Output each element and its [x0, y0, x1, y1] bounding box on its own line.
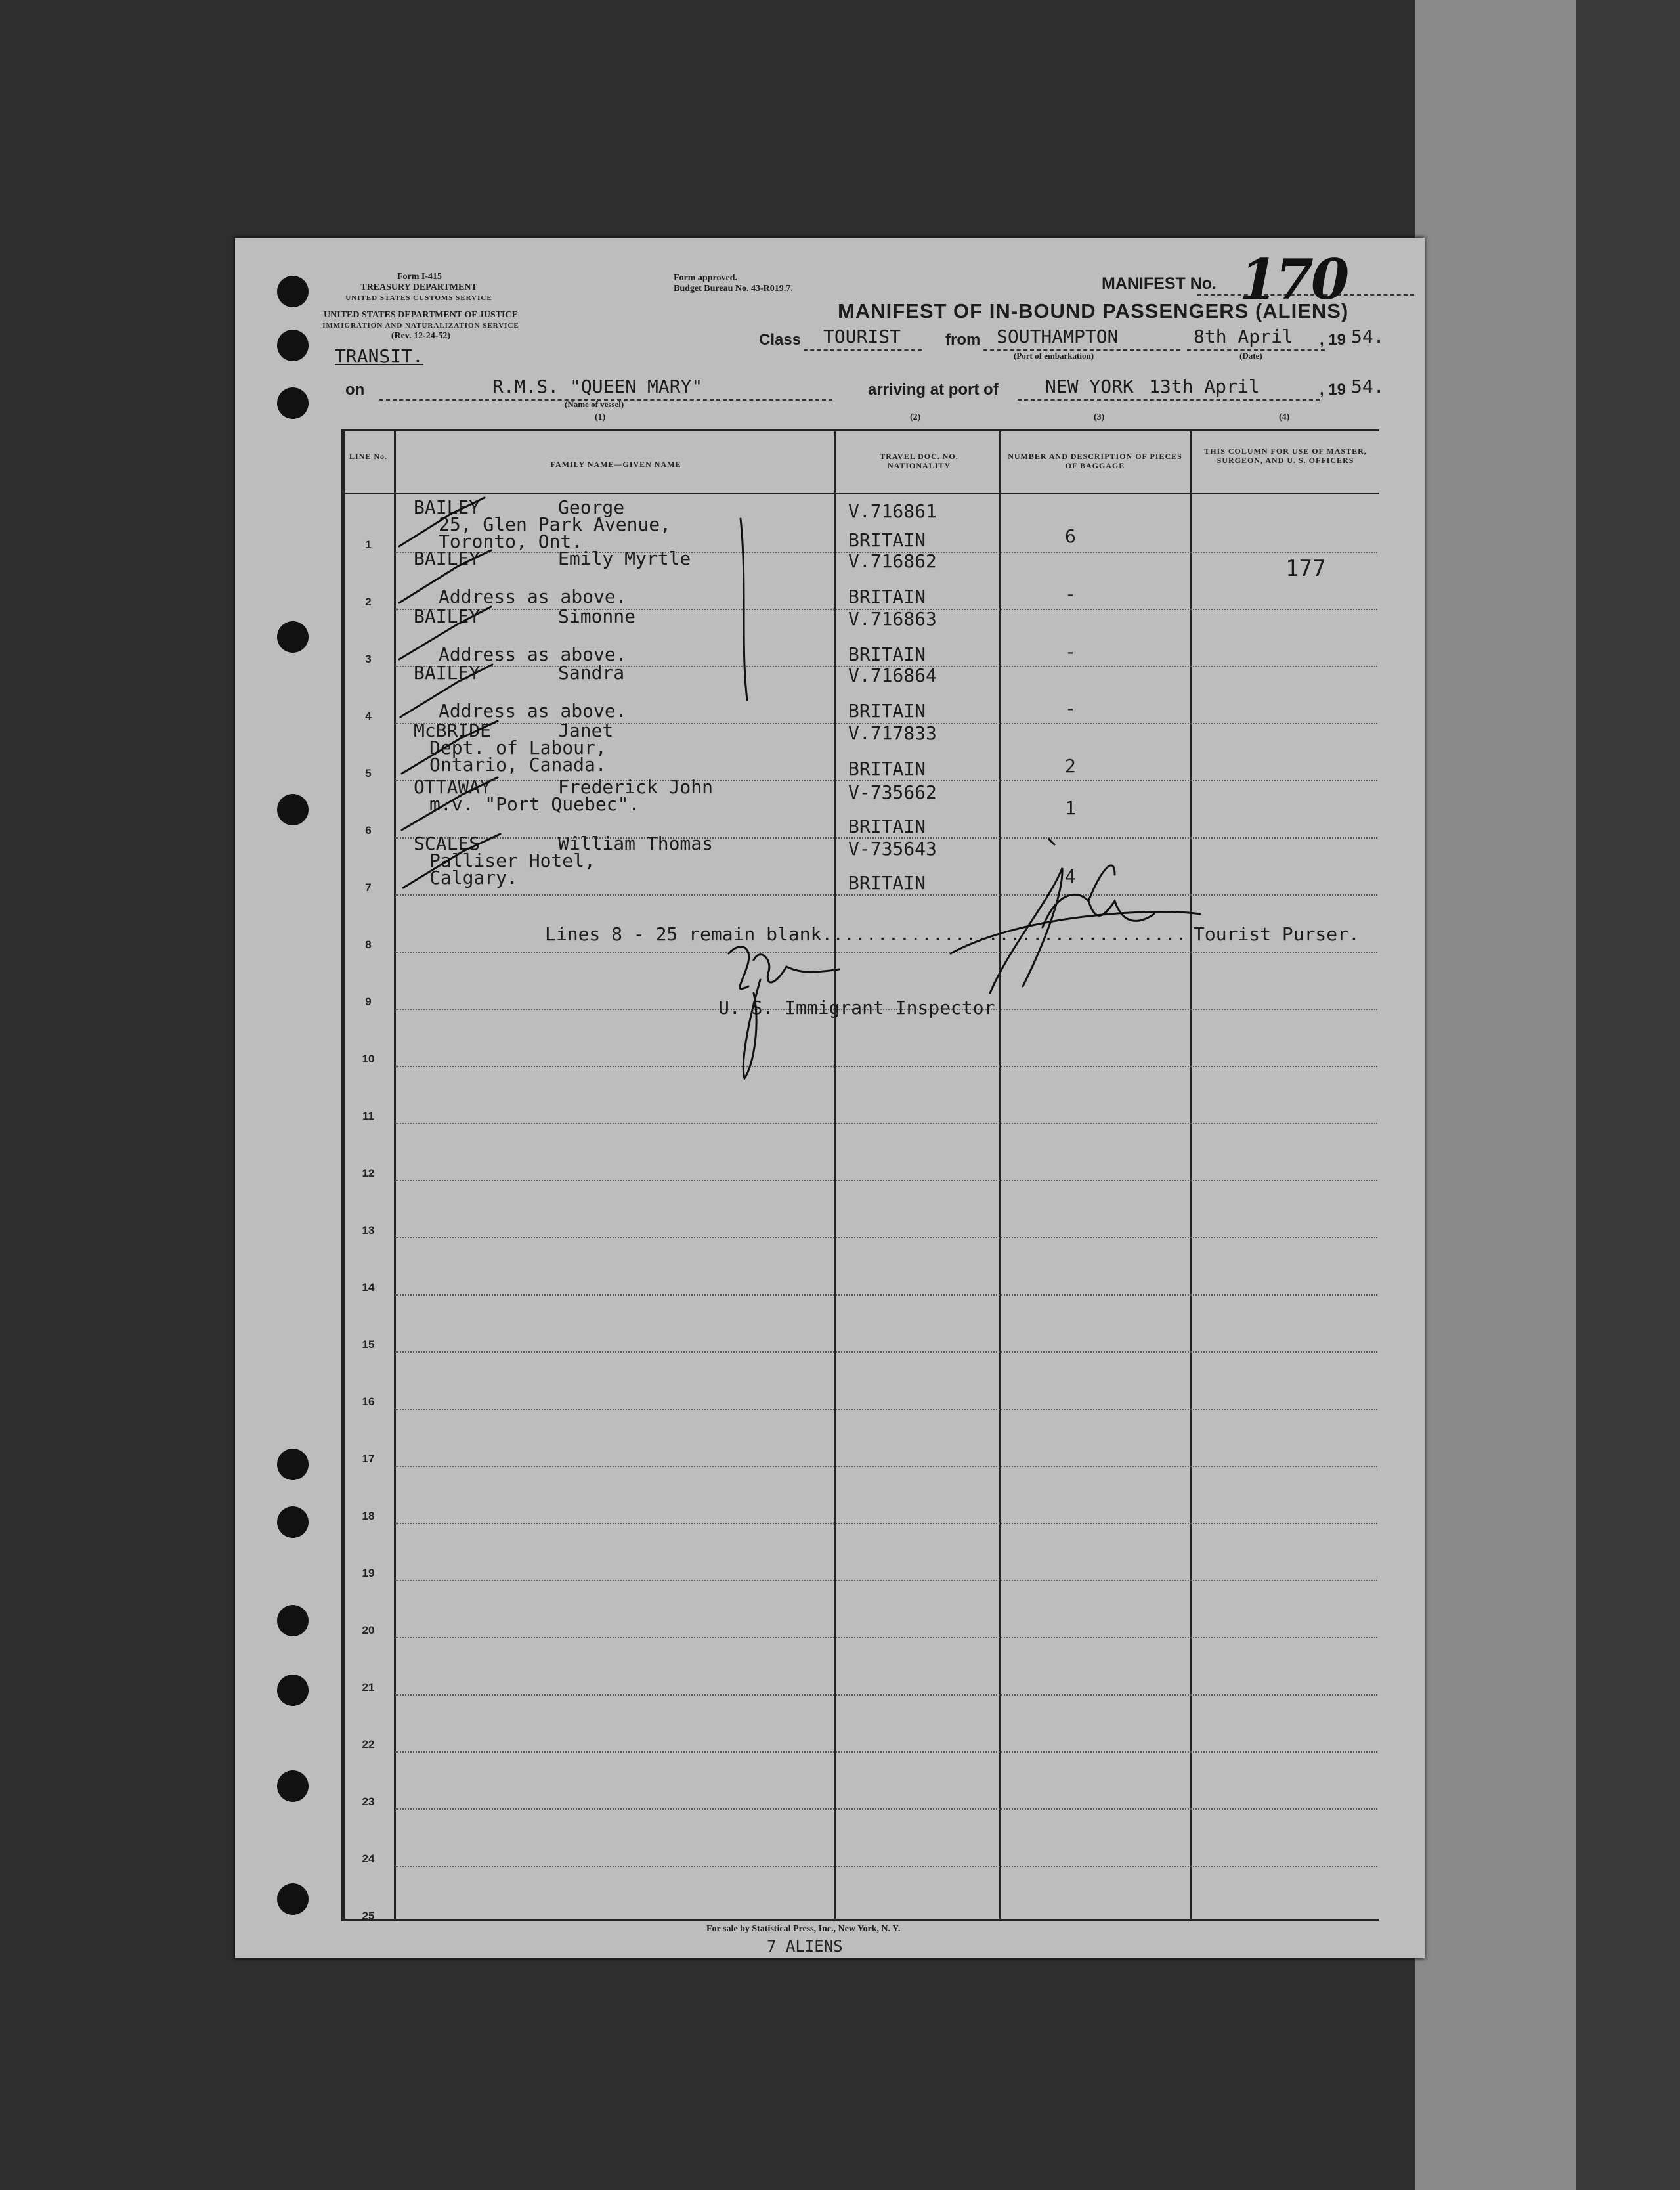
line-number: 25: [362, 1910, 375, 1922]
address-line: Ontario, Canada.: [429, 754, 607, 776]
line-number: 3: [365, 653, 372, 665]
line-number: 15: [362, 1338, 375, 1351]
manifest-label: MANIFEST No.: [1102, 274, 1217, 293]
line-number: 8: [365, 938, 372, 951]
arriving-label: arriving at port of: [868, 381, 999, 399]
nationality: BRITAIN: [848, 700, 926, 722]
address-line: m.v. "Port Quebec".: [429, 793, 640, 815]
line-number: 22: [362, 1738, 375, 1751]
given-name: George: [558, 496, 625, 518]
given-name: Sandra: [558, 662, 625, 684]
embarkation-port: SOUTHAMPTON: [997, 326, 1119, 347]
line-number: 19: [362, 1567, 375, 1579]
on-label: on: [345, 381, 365, 399]
publisher-note: For sale by Statistical Press, Inc., New York, N. Y.: [706, 1924, 901, 1934]
nationality: BRITAIN: [848, 644, 926, 665]
header-line-no: LINE No.: [349, 452, 387, 461]
arrival-year: 54.: [1351, 376, 1385, 397]
baggage: -: [1065, 641, 1076, 663]
family-name: BAILEY: [414, 605, 481, 627]
form-revision: (Rev. 12-24-52): [391, 331, 451, 341]
baggage: 2: [1065, 755, 1076, 777]
film-border-edge: [1576, 0, 1680, 2190]
customs-service: UNITED STATES CUSTOMS SERVICE: [345, 294, 492, 302]
given-name: Frederick John: [558, 776, 714, 798]
line-number: 20: [362, 1624, 375, 1636]
travel-doc: V.716861: [848, 500, 937, 522]
given-name: Simonne: [558, 605, 636, 627]
nationality: BRITAIN: [848, 816, 926, 837]
manifest-page: Form I-415 TREASURY DEPARTMENT UNITED STATES CUSTOMS SERVICE UNITED STATES DEPARTMENT OF JUSTICE IMMIGRATION AND NATURALIZATION SERVICE (Rev. 12-24-52) Form approved. Budget Bureau No. 43-R019.7. MANIFEST No. 170 MANIFEST OF IN-BOUND PASSENGERS (ALIENS) Class TOURIST from SOUTHAMPTON (Port of embarkation) 8th April (Date) , 19 54. TRANSIT. on R.M.S. "QUEEN MARY" (Name of vessel) arriving at port of NEW YORK 13th April , 19 54. (1) (2) (3) (4) LINE No. FAMILY NAME—GIVEN NAME TRAVEL DOC. NO. NATIONALITY NUMBER AND DESCRIPTION OF PIECES OF BAGGAGE THIS COLUMN FOR USE OF MASTER, SURGEON, AND U. S. OFFICERS 1 2 3 4 5 6 7 8 9 10 11 12 13 14 15 16 17 18 19 20 21 22 23 24 25 BAILEY George 25, Glen Park Avenue, Toronto, Ont. V.716861 BRITAIN 6 BAILEY Emily Myrtle Address as above. V.716862 BRITAIN - 177 BAILEY Simonne Address as above. V.716863 BRITAIN - BAILEY Sandra Address as above. V.716864 BRITAIN - McBRIDE Janet Dept. of Labour, Ontario, Canada. V.717833 BRITAIN 2 OTTAWAY Frederick John m.v. "Port Quebec". V-735662 BRITAIN 1 SCALES William Thomas Palliser Hotel, Calgary. V-735643 BRITAIN 4 Lines 8 - 25 remain blank................................. Tourist Purser. U. S. Immigrant Inspector For sale by Statistical Press, Inc., New York, N. Y. 7 ALIENS: [235, 238, 1425, 1958]
nationality: BRITAIN: [848, 872, 926, 894]
header-officers: THIS COLUMN FOR USE OF MASTER, SURGEON, AND U. S. OFFICERS: [1204, 447, 1367, 465]
line-number: 10: [362, 1053, 375, 1065]
col-num-1: (1): [595, 412, 606, 422]
travel-doc: V.717833: [848, 722, 937, 744]
form-approved: Form approved.: [674, 273, 737, 283]
line-number: 23: [362, 1795, 375, 1808]
nationality: BRITAIN: [848, 529, 926, 551]
family-name: SCALES: [414, 833, 481, 854]
line-number: 14: [362, 1281, 375, 1294]
address-line: Calgary.: [429, 867, 518, 888]
blank-lines-note: Lines 8 - 25 remain blank.................................: [545, 923, 1187, 945]
header-name: FAMILY NAME—GIVEN NAME: [550, 460, 681, 469]
travel-doc: V.716864: [848, 665, 937, 686]
arrival-port: NEW YORK: [1045, 376, 1134, 397]
class-value: TOURIST: [823, 326, 901, 347]
family-name: OTTAWAY: [414, 776, 492, 798]
address-line: Address as above.: [439, 644, 627, 665]
baggage: -: [1065, 697, 1076, 719]
line-number: 7: [365, 881, 372, 894]
address-line: 25, Glen Park Avenue,: [439, 514, 672, 535]
immigration-service: IMMIGRATION AND NATURALIZATION SERVICE: [322, 322, 519, 330]
line-number: 4: [365, 710, 372, 722]
vessel-name: R.M.S. "QUEEN MARY": [492, 376, 703, 397]
date-caption: (Date): [1239, 351, 1262, 361]
line-number: 6: [365, 824, 372, 837]
manifest-title: MANIFEST OF IN-BOUND PASSENGERS (ALIENS): [838, 299, 1349, 322]
from-label: from: [945, 331, 981, 349]
budget-bureau: Budget Bureau No. 43-R019.7.: [674, 284, 793, 294]
line-number: 1: [365, 538, 372, 551]
travel-doc: V.716862: [848, 550, 937, 572]
baggage: -: [1065, 583, 1076, 605]
inspector-title: U. S. Immigrant Inspector: [718, 997, 995, 1018]
address-line: Address as above.: [439, 700, 627, 722]
purser-title: Tourist Purser.: [1194, 923, 1360, 945]
header-travel-doc: TRAVEL DOC. NO. NATIONALITY: [880, 452, 958, 470]
departure-year: 54.: [1351, 326, 1385, 347]
treasury-dept: TREASURY DEPARTMENT: [360, 282, 477, 292]
address-line: Toronto, Ont.: [439, 531, 583, 552]
officer-note: 177: [1285, 556, 1326, 582]
given-name: Emily Myrtle: [558, 548, 691, 569]
class-label: Class: [759, 331, 802, 349]
line-number: 9: [365, 996, 372, 1008]
handwritten-marks: [235, 238, 1425, 1157]
arrival-date: 13th April: [1149, 376, 1260, 397]
arrival-year-prefix: , 19: [1320, 381, 1346, 399]
aliens-count: 7 ALIENS: [767, 1937, 843, 1956]
year-prefix: , 19: [1320, 331, 1346, 349]
family-name: BAILEY: [414, 496, 481, 518]
line-number: 11: [362, 1110, 374, 1122]
line-number: 2: [365, 596, 372, 608]
address-line: Dept. of Labour,: [429, 737, 607, 758]
vessel-caption: (Name of vessel): [565, 399, 624, 409]
line-number: 18: [362, 1510, 375, 1522]
port-caption: (Port of embarkation): [1014, 351, 1094, 361]
family-name: BAILEY: [414, 662, 481, 684]
transit-label: TRANSIT.: [335, 345, 423, 367]
line-number: 17: [362, 1453, 375, 1465]
line-number: 5: [365, 767, 372, 779]
form-number: Form I-415: [397, 272, 442, 282]
header-baggage: NUMBER AND DESCRIPTION OF PIECES OF BAGGAGE: [1008, 452, 1182, 470]
col-num-2: (2): [910, 412, 921, 422]
col-num-3: (3): [1094, 412, 1105, 422]
baggage: 4: [1065, 865, 1076, 887]
given-name: Janet: [558, 720, 614, 741]
line-number: 12: [362, 1167, 375, 1179]
travel-doc: V.716863: [848, 608, 937, 630]
baggage: 6: [1065, 525, 1076, 547]
line-number: 16: [362, 1395, 375, 1408]
line-number: 24: [362, 1852, 375, 1865]
address-line: Palliser Hotel,: [429, 850, 595, 871]
travel-doc: V-735662: [848, 781, 937, 803]
baggage: 1: [1065, 797, 1076, 819]
line-number: 13: [362, 1224, 375, 1237]
family-name: McBRIDE: [414, 720, 492, 741]
nationality: BRITAIN: [848, 758, 926, 779]
given-name: William Thomas: [558, 833, 714, 854]
departure-date: 8th April: [1194, 326, 1293, 347]
family-name: BAILEY: [414, 548, 481, 569]
line-number: 21: [362, 1681, 375, 1694]
col-num-4: (4): [1279, 412, 1290, 422]
travel-doc: V-735643: [848, 838, 937, 860]
nationality: BRITAIN: [848, 586, 926, 607]
justice-dept: UNITED STATES DEPARTMENT OF JUSTICE: [324, 310, 518, 320]
address-line: Address as above.: [439, 586, 627, 607]
